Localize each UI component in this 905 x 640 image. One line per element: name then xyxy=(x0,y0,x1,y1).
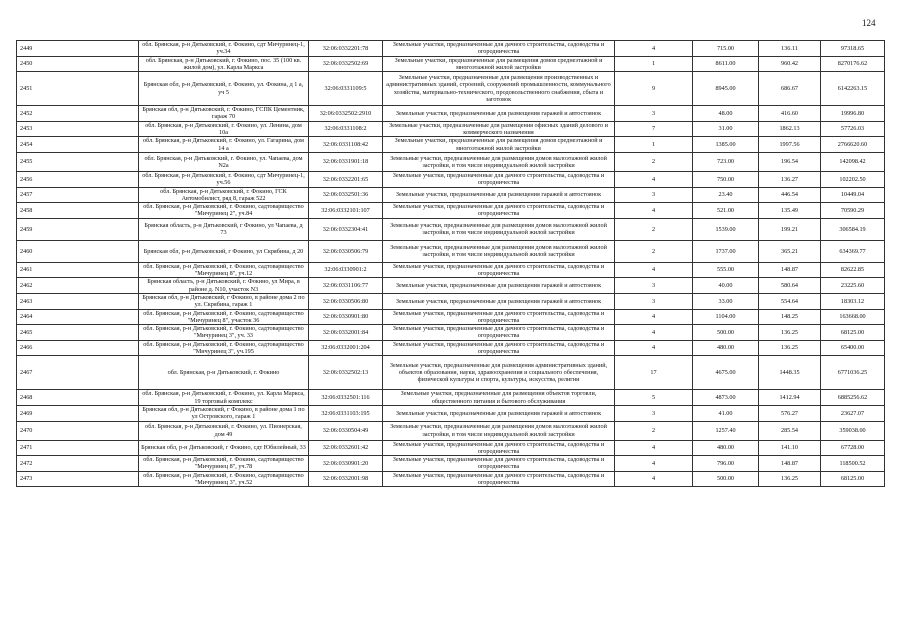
table-row xyxy=(17,106,885,122)
cadastral-value-cell: 19996.80 xyxy=(821,106,885,122)
land-use-cell: Земельные участки, предназначенные для размещения объектов торговли, общественного питания и бытового обслуживания xyxy=(383,390,615,406)
specific-value-cell: 686.67 xyxy=(759,72,821,106)
cadastral-number-cell: 32:06:0330504:49 xyxy=(309,421,383,440)
address-cell: обл. Брянская, р-н Дятьковский, г. Фокино, садтоварищество "Мичуринец 8", участок 36 xyxy=(139,309,309,325)
row-number: 2449 xyxy=(17,41,139,57)
row-number: 2466 xyxy=(17,340,139,356)
specific-value-cell: 136.11 xyxy=(759,41,821,57)
cadastral-value-cell: 8270176.62 xyxy=(821,56,885,72)
land-use-cell: Земельные участки, предназначенные для дачного строительства, садоводства и огородничества xyxy=(383,471,615,487)
area-cell: 480.00 xyxy=(693,440,759,456)
land-use-cell: Земельные участки, предназначенные для дачного строительства, садоводства и огородничества xyxy=(383,41,615,57)
row-number: 2453 xyxy=(17,121,139,137)
cadastral-value-cell: 359038.00 xyxy=(821,421,885,440)
address-cell: обл. Брянская, р-н Дятьковский, г. Фокино, садтоварищество "Мичуринец 8", уч.12 xyxy=(139,262,309,278)
group-cell: 4 xyxy=(615,309,693,325)
land-use-cell: Земельные участки, предназначенные для размещения домов малоэтажной жилой застройки, в том числе индивидуальной жилой застройки xyxy=(383,421,615,440)
land-use-cell: Земельные участки, предназначенные для размещения домов малоэтажной жилой застройки, в том числе индивидуальной жилой застройки xyxy=(383,240,615,262)
land-use-cell: Земельные участки, предназначенные для размещения гаражей и автостоянок xyxy=(383,278,615,294)
group-cell: 3 xyxy=(615,405,693,421)
row-number: 2455 xyxy=(17,152,139,171)
table-body xyxy=(17,41,885,487)
group-cell: 2 xyxy=(615,152,693,171)
area-cell: 500.00 xyxy=(693,325,759,341)
area-cell: 48.00 xyxy=(693,106,759,122)
specific-value-cell: 136.27 xyxy=(759,171,821,187)
area-cell: 40.00 xyxy=(693,278,759,294)
table-row xyxy=(17,171,885,187)
address-cell: обл. Брянская, р-н Дятьковский, г. Фокино, ул. Карла Маркса, 19 торговый комплекс xyxy=(139,390,309,406)
specific-value-cell: 1448.35 xyxy=(759,356,821,390)
address-cell: Брянская обл, р-н Дятьковский, г. Фокино, ул. Фокина, д 1 а, уч 5 xyxy=(139,72,309,106)
specific-value-cell: 141.10 xyxy=(759,440,821,456)
table-row xyxy=(17,405,885,421)
specific-value-cell: 136.25 xyxy=(759,340,821,356)
specific-value-cell: 148.87 xyxy=(759,262,821,278)
specific-value-cell: 1412.94 xyxy=(759,390,821,406)
row-number: 2470 xyxy=(17,421,139,440)
cadastral-number-cell: 32:06:0332502:13 xyxy=(309,356,383,390)
cadastral-value-cell: 68125.00 xyxy=(821,471,885,487)
table-row xyxy=(17,218,885,240)
specific-value-cell: 136.25 xyxy=(759,471,821,487)
group-cell: 17 xyxy=(615,356,693,390)
cadastral-value-cell: 6142263.15 xyxy=(821,72,885,106)
specific-value-cell: 446.54 xyxy=(759,187,821,203)
specific-value-cell: 196.54 xyxy=(759,152,821,171)
area-cell: 555.00 xyxy=(693,262,759,278)
land-use-cell: Земельные участки, предназначенные для дачного строительства, садоводства и огородничества xyxy=(383,456,615,472)
area-cell: 1257.40 xyxy=(693,421,759,440)
address-cell: обл. Брянская, р-н Дятьковский, г. Фокино, ул. Ленина, дом 10а xyxy=(139,121,309,137)
row-number: 2454 xyxy=(17,137,139,153)
address-cell: обл. Брянская, р-н Дятьковский, г. Фокино, садтоварищество "Мичуринец 3", уч. 33 xyxy=(139,325,309,341)
group-cell: 4 xyxy=(615,340,693,356)
cadastral-number-cell: 32:06:0332304:41 xyxy=(309,218,383,240)
cadastral-number-cell: 32:06:0331108:42 xyxy=(309,137,383,153)
area-cell: 480.00 xyxy=(693,340,759,356)
cadastral-value-cell: 23627.07 xyxy=(821,405,885,421)
area-cell: 8945.00 xyxy=(693,72,759,106)
cadastral-value-cell: 163668.00 xyxy=(821,309,885,325)
group-cell: 9 xyxy=(615,72,693,106)
cadastral-value-cell: 2766620.60 xyxy=(821,137,885,153)
group-cell: 3 xyxy=(615,278,693,294)
area-cell: 4873.00 xyxy=(693,390,759,406)
cadastral-number-cell: 32:06:0332501:116 xyxy=(309,390,383,406)
cadastral-value-cell: 142098.42 xyxy=(821,152,885,171)
row-number: 2464 xyxy=(17,309,139,325)
table-row xyxy=(17,240,885,262)
table-row xyxy=(17,390,885,406)
table-row xyxy=(17,309,885,325)
group-cell: 2 xyxy=(615,240,693,262)
area-cell: 8611.00 xyxy=(693,56,759,72)
address-cell: Брянская область, р-н Дятьковский, г. Фокино, ул Мира, в районе д. N10, участок N3 xyxy=(139,278,309,294)
area-cell: 23.40 xyxy=(693,187,759,203)
cadastral-number-cell: 32:06:0330901:2 xyxy=(309,262,383,278)
group-cell: 4 xyxy=(615,471,693,487)
cadastral-number-cell: 32:06:0332001:98 xyxy=(309,471,383,487)
group-cell: 2 xyxy=(615,421,693,440)
land-use-cell: Земельные участки, предназначенные для дачного строительства, садоводства и огородничества xyxy=(383,171,615,187)
address-cell: обл. Брянская, р-н Дятьковский, г. Фокино, садтоварищество "Мичуринец 2", уч.84 xyxy=(139,203,309,219)
row-number: 2471 xyxy=(17,440,139,456)
land-use-cell: Земельные участки, предназначенные для размещения административных зданий, объектов образования, науки, здравоохранения и социального обеспечения, физической культуры и спорта, культуры, искусства, религии xyxy=(383,356,615,390)
group-cell: 2 xyxy=(615,218,693,240)
area-cell: 796.00 xyxy=(693,456,759,472)
specific-value-cell: 199.21 xyxy=(759,218,821,240)
row-number: 2461 xyxy=(17,262,139,278)
land-use-cell: Земельные участки, предназначенные для размещения производственных и административных зданий, строений, сооружений промышленности, коммунального хозяйства, материально-технического, продовольственного снабжения, сбыта и заготовок xyxy=(383,72,615,106)
row-number: 2472 xyxy=(17,456,139,472)
group-cell: 4 xyxy=(615,41,693,57)
land-use-cell: Земельные участки, предназначенные для размещения домов малоэтажной жилой застройки, в том числе индивидуальной жилой застройки xyxy=(383,218,615,240)
group-cell: 3 xyxy=(615,187,693,203)
area-cell: 33.00 xyxy=(693,293,759,309)
table-row xyxy=(17,121,885,137)
table-row xyxy=(17,471,885,487)
cadastral-number-cell: 32:06:0330901:20 xyxy=(309,456,383,472)
group-cell: 1 xyxy=(615,137,693,153)
cadastral-number-cell: 32:06:0332502:69 xyxy=(309,56,383,72)
table-row xyxy=(17,356,885,390)
row-number: 2463 xyxy=(17,293,139,309)
address-cell: Брянская обл, р-н Дятьковский, г Фокино, в районе дома 1 по ул Островского, гараж 1 xyxy=(139,405,309,421)
address-cell: обл. Брянская, р-н Дятьковский, г. Фокино, ул. Пионерская, дом 49 xyxy=(139,421,309,440)
group-cell: 3 xyxy=(615,293,693,309)
row-number: 2450 xyxy=(17,56,139,72)
row-number: 2452 xyxy=(17,106,139,122)
table-row xyxy=(17,325,885,341)
address-cell: обл. Брянская, р-н Дятьковский, г. Фокино, садтоварищество "Мичуринец 3", уч.52 xyxy=(139,471,309,487)
table-row xyxy=(17,137,885,153)
area-cell: 715.00 xyxy=(693,41,759,57)
cadastral-value-cell: 118500.52 xyxy=(821,456,885,472)
table-row xyxy=(17,340,885,356)
row-number: 2467 xyxy=(17,356,139,390)
specific-value-cell: 1862.13 xyxy=(759,121,821,137)
group-cell: 4 xyxy=(615,171,693,187)
cadastral-value-cell: 68125.00 xyxy=(821,325,885,341)
cadastral-value-cell: 67728.00 xyxy=(821,440,885,456)
row-number: 2469 xyxy=(17,405,139,421)
cadastral-value-cell: 97318.65 xyxy=(821,41,885,57)
row-number: 2459 xyxy=(17,218,139,240)
specific-value-cell: 554.64 xyxy=(759,293,821,309)
cadastral-number-cell: 32:06:0332501:36 xyxy=(309,187,383,203)
row-number: 2473 xyxy=(17,471,139,487)
cadastral-number-cell: 32:06:0330901:80 xyxy=(309,309,383,325)
table-row xyxy=(17,421,885,440)
cadastral-value-cell: 18303.12 xyxy=(821,293,885,309)
specific-value-cell: 580.64 xyxy=(759,278,821,294)
cadastral-number-cell: 32:06:0331109:5 xyxy=(309,72,383,106)
cadastral-number-cell: 32:06:0332201:65 xyxy=(309,171,383,187)
specific-value-cell: 148.25 xyxy=(759,309,821,325)
cadastral-number-cell: 32:06:0332001:204 xyxy=(309,340,383,356)
area-cell: 723.00 xyxy=(693,152,759,171)
area-cell: 31.00 xyxy=(693,121,759,137)
specific-value-cell: 1997.56 xyxy=(759,137,821,153)
group-cell: 4 xyxy=(615,325,693,341)
address-cell: обл. Брянская, р-н Дятьковский, г. Фокино, ул. Гагарина, дом 14 а xyxy=(139,137,309,153)
group-cell: 7 xyxy=(615,121,693,137)
specific-value-cell: 285.54 xyxy=(759,421,821,440)
row-number: 2462 xyxy=(17,278,139,294)
table-row xyxy=(17,56,885,72)
cadastral-number-cell: 32:06:0332502:2910 xyxy=(309,106,383,122)
row-number: 2465 xyxy=(17,325,139,341)
land-use-cell: Земельные участки, предназначенные для дачного строительства, садоводства и огородничества xyxy=(383,340,615,356)
address-cell: Брянская область, р-н Дятьковский, г Фокино, ул Чапаева, д 73 xyxy=(139,218,309,240)
table-row xyxy=(17,152,885,171)
table-row xyxy=(17,203,885,219)
specific-value-cell: 135.49 xyxy=(759,203,821,219)
address-cell: обл. Брянская, р-н Дятьковский, г. Фокино, сдт Мичуринец-1, уч.56 xyxy=(139,171,309,187)
group-cell: 3 xyxy=(615,106,693,122)
row-number: 2458 xyxy=(17,203,139,219)
group-cell: 1 xyxy=(615,56,693,72)
address-cell: Брянская обл, р-н Дятьковский, г Фокино, ул Скрябина, д 20 xyxy=(139,240,309,262)
address-cell: Брянская обл, р-н Дятьковский, г Фокино, в районе дома 2 по ул. Скрябина, гараж 1 xyxy=(139,293,309,309)
area-cell: 1385.00 xyxy=(693,137,759,153)
cadastral-value-cell: 6885256.62 xyxy=(821,390,885,406)
table-row xyxy=(17,262,885,278)
land-use-cell: Земельные участки, предназначенные для дачного строительства, садоводства и огородничества xyxy=(383,203,615,219)
specific-value-cell: 148.87 xyxy=(759,456,821,472)
table-row xyxy=(17,293,885,309)
cadastral-value-cell: 306584.19 xyxy=(821,218,885,240)
land-use-cell: Земельные участки, предназначенные для размещения домов среднеэтажной и многоэтажной жилой застройки xyxy=(383,56,615,72)
cadastral-value-cell: 57726.03 xyxy=(821,121,885,137)
land-use-cell: Земельные участки, предназначенные для размещения домов среднеэтажной и многоэтажной жилой застройки xyxy=(383,137,615,153)
row-number: 2457 xyxy=(17,187,139,203)
cadastral-value-cell: 10449.04 xyxy=(821,187,885,203)
specific-value-cell: 576.27 xyxy=(759,405,821,421)
specific-value-cell: 416.60 xyxy=(759,106,821,122)
area-cell: 4675.00 xyxy=(693,356,759,390)
table-row xyxy=(17,41,885,57)
land-use-cell: Земельные участки, предназначенные для размещения гаражей и автостоянок xyxy=(383,293,615,309)
address-cell: обл. Брянская, р-н Дятьковский, г. Фокино, пос. 35 (100 кв. жилой дом), ул. Карла Маркса xyxy=(139,56,309,72)
area-cell: 521.00 xyxy=(693,203,759,219)
land-use-cell: Земельные участки, предназначенные для дачного строительства, садоводства и огородничества xyxy=(383,309,615,325)
cadastral-number-cell: 32:06:0331108:2 xyxy=(309,121,383,137)
address-cell: обл. Брянская, р-н Дятьковский, г. Фокино, садтоварищество "Мичуринец 3", уч.195 xyxy=(139,340,309,356)
land-use-cell: Земельные участки, предназначенные для размещения гаражей и автостоянок xyxy=(383,187,615,203)
cadastral-value-cell: 70590.29 xyxy=(821,203,885,219)
specific-value-cell: 960.42 xyxy=(759,56,821,72)
table-row xyxy=(17,72,885,106)
cadastral-number-cell: 32:06:0332201:78 xyxy=(309,41,383,57)
cadastral-value-cell: 634369.77 xyxy=(821,240,885,262)
cadastral-number-cell: 32:06:0331901:18 xyxy=(309,152,383,171)
cadastral-number-cell: 32:06:0332601:42 xyxy=(309,440,383,456)
cadastral-value-cell: 23225.60 xyxy=(821,278,885,294)
land-use-cell: Земельные участки, предназначенные для размещения гаражей и автостоянок xyxy=(383,106,615,122)
cadastral-number-cell: 32:06:0331103:195 xyxy=(309,405,383,421)
address-cell: обл. Брянская, р-н Дятьковский, г. Фокино, ул. Чапаева, дом N2а xyxy=(139,152,309,171)
table-row xyxy=(17,456,885,472)
row-number: 2460 xyxy=(17,240,139,262)
address-cell: обл. Брянская, р-н Дятьковский, г. Фокино, ГСК Автомобилист, ряд 8, гараж 522 xyxy=(139,187,309,203)
table-row xyxy=(17,187,885,203)
address-cell: обл. Брянская, р-н Дятьковский, г. Фокино, садтоварищество "Мичуринец 8", уч.78 xyxy=(139,456,309,472)
specific-value-cell: 365.21 xyxy=(759,240,821,262)
area-cell: 750.00 xyxy=(693,171,759,187)
address-cell: Брянская обл, р-н Дятьковский, г. Фокино, ГСПК Цементник, гараж 70 xyxy=(139,106,309,122)
area-cell: 1539.00 xyxy=(693,218,759,240)
area-cell: 1104.00 xyxy=(693,309,759,325)
row-number: 2468 xyxy=(17,390,139,406)
group-cell: 4 xyxy=(615,262,693,278)
page-number: 124 xyxy=(862,18,876,28)
land-use-cell: Земельные участки, предназначенные для размещения гаражей и автостоянок xyxy=(383,405,615,421)
address-cell: обл. Брянская, р-н Дятьковский, г. Фокино xyxy=(139,356,309,390)
land-use-cell: Земельные участки, предназначенные для размещения офисных зданий делового и коммерческого назначения xyxy=(383,121,615,137)
table-row xyxy=(17,440,885,456)
cadastral-number-cell: 32:06:0332001:84 xyxy=(309,325,383,341)
cadastral-value-cell: 6771036.25 xyxy=(821,356,885,390)
land-use-cell: Земельные участки, предназначенные для дачного строительства, садоводства и огородничества xyxy=(383,325,615,341)
cadastral-table xyxy=(16,40,885,487)
cadastral-number-cell: 32:06:0331106:77 xyxy=(309,278,383,294)
cadastral-value-cell: 65400.00 xyxy=(821,340,885,356)
cadastral-number-cell: 32:06:0330506:79 xyxy=(309,240,383,262)
group-cell: 4 xyxy=(615,203,693,219)
specific-value-cell: 136.25 xyxy=(759,325,821,341)
area-cell: 1737.00 xyxy=(693,240,759,262)
land-use-cell: Земельные участки, предназначенные для дачного строительства, садоводства и огородничества xyxy=(383,262,615,278)
address-cell: Брянская обл, р-н Дятьковский, г Фокино, сдт Юбилейный, 33 xyxy=(139,440,309,456)
row-number: 2456 xyxy=(17,171,139,187)
cadastral-value-cell: 102202.50 xyxy=(821,171,885,187)
area-cell: 41.00 xyxy=(693,405,759,421)
group-cell: 4 xyxy=(615,440,693,456)
area-cell: 500.00 xyxy=(693,471,759,487)
address-cell: обл. Брянская, р-н Дятьковский, г. Фокино, сдт Мичуринец-1, уч.34 xyxy=(139,41,309,57)
cadastral-value-cell: 82622.85 xyxy=(821,262,885,278)
table-row xyxy=(17,278,885,294)
land-use-cell: Земельные участки, предназначенные для дачного строительства, садоводства и огородничества xyxy=(383,440,615,456)
land-use-cell: Земельные участки, предназначенные для размещения домов малоэтажной жилой застройки, в том числе индивидуальной жилой застройки xyxy=(383,152,615,171)
group-cell: 5 xyxy=(615,390,693,406)
cadastral-number-cell: 32:06:0330506:80 xyxy=(309,293,383,309)
cadastral-number-cell: 32:06:0332101:107 xyxy=(309,203,383,219)
group-cell: 4 xyxy=(615,456,693,472)
row-number: 2451 xyxy=(17,72,139,106)
